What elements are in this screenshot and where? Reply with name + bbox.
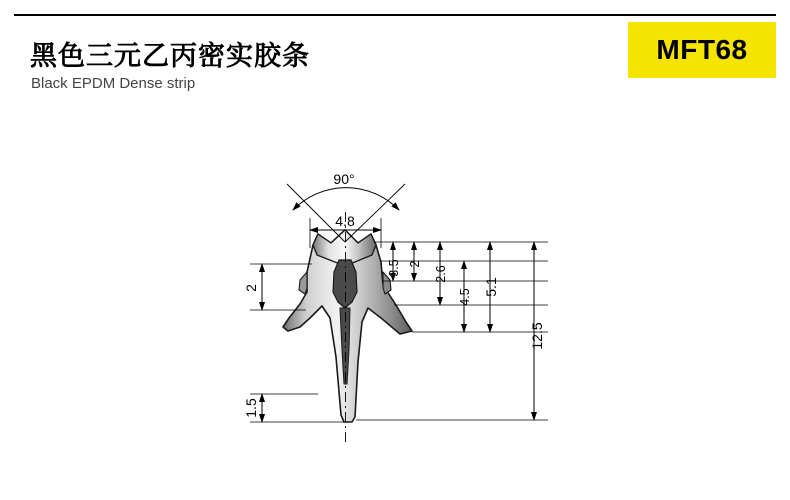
dimension-4-5 <box>458 261 472 332</box>
dimension-1-5 <box>243 394 262 422</box>
technical-drawing <box>0 122 790 500</box>
page-title-en: Black EPDM Dense strip <box>31 75 196 92</box>
product-code-badge <box>628 22 776 78</box>
product-code-label: MFT68 <box>656 34 748 65</box>
dimension-3-5 <box>387 242 401 281</box>
header <box>0 0 790 122</box>
dimension-label-2-left: 2 <box>243 284 259 292</box>
dimension-label-5-1: 5.1 <box>483 277 499 297</box>
dimension-label-2-right: 2 <box>408 260 422 268</box>
dimension-label-1-5: 1.5 <box>243 398 259 418</box>
dimension-label-2-6: 2.6 <box>434 265 448 283</box>
dimension-12-5 <box>529 242 545 420</box>
dimension-label-12-5: 12.5 <box>529 322 545 350</box>
dimension-2-6 <box>434 242 448 305</box>
dimension-2-right <box>408 242 422 281</box>
header-divider <box>14 14 776 16</box>
dimension-2-left <box>243 264 262 310</box>
dimension-5-1 <box>483 242 499 332</box>
dimension-label-4-5: 4.5 <box>458 288 472 306</box>
page-title-cn: 黑色三元乙丙密实胶条 <box>30 41 310 71</box>
dimension-label-4-8: 4.8 <box>335 213 355 229</box>
cross-section-svg <box>0 122 790 500</box>
dimension-label-3-5: 3.5 <box>387 259 401 277</box>
extension-lines-right <box>356 242 548 420</box>
dimension-label-angle: 90° <box>333 171 355 187</box>
